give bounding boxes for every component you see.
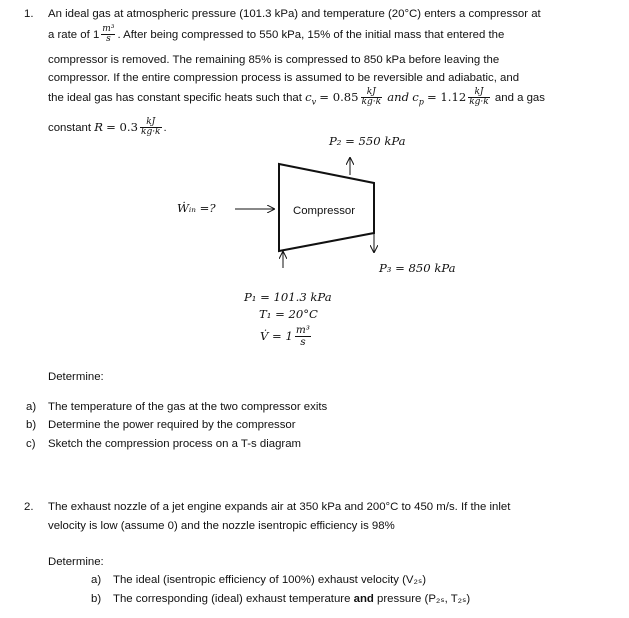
cv-unit-num: kJ [361, 88, 383, 98]
item-c-marker: c) [26, 438, 36, 450]
p2-label: P₂ = 550 kPa [329, 134, 406, 148]
p2-item-b-pre: The corresponding (ideal) exhaust temperature [113, 593, 351, 605]
vdot-den: s [300, 336, 306, 349]
problem-1-determine: Determine: [48, 371, 104, 383]
problem-1-item-b [26, 420, 296, 431]
cp-unit-num: kJ [468, 88, 490, 98]
r-unit-num: kJ [140, 118, 162, 128]
problem-2-line-1: The exhaust nozzle of a jet engine expands air at 350 kPa and 200°C to 450 m/s. If the inlet [48, 501, 511, 513]
problem-2-determine: Determine: [48, 556, 104, 568]
cp-sub: p [418, 97, 424, 107]
vdot-label [260, 325, 313, 349]
vdot-prefix: V̇ = 1 [260, 328, 293, 343]
problem-1-line-3: compressor is removed. The remaining 85% is compressed to 850 kPa before leaving the [48, 54, 500, 66]
problem-2-line-2: velocity is low (assume 0) and the nozzle isentropic efficiency is 98% [48, 520, 395, 532]
p2-item-b-marker: b) [91, 593, 102, 605]
item-b-text: Determine the power required by the compressor [48, 419, 296, 431]
r-value: = 0.3 [106, 120, 138, 135]
t1-label: T₁ = 20°C [259, 307, 318, 321]
problem-2-number: 2. [24, 501, 34, 513]
p2-item-a-text: The ideal (isentropic efficiency of 100%) exhaust velocity (V₂ₛ) [113, 574, 426, 586]
flow-unit-den: s [106, 34, 111, 45]
cp-value: = 1.12 [427, 90, 467, 105]
problem-1-number: 1. [24, 8, 34, 20]
problem-1-item-a [26, 402, 327, 413]
cv-label: c [305, 90, 312, 105]
cv-unit-den: kg·k [361, 97, 382, 108]
item-a-marker: a) [26, 401, 37, 413]
p2-item-b-bold: and [353, 593, 374, 605]
line-2-prefix: a rate of 1 [48, 29, 100, 42]
line-5-suffix: and a gas [494, 92, 545, 105]
p1-label: P₁ = 101.3 kPa [244, 290, 332, 304]
vdot-fraction [295, 325, 311, 349]
win-label: Ẇᵢₙ =? [177, 201, 216, 215]
p3-label: P₃ = 850 kPa [379, 261, 456, 275]
and-word: and [387, 90, 410, 105]
line-6-end: . [163, 122, 167, 135]
cp-unit-den: kg·k [469, 97, 489, 108]
compressor-label: Compressor [293, 205, 356, 217]
cv-sub: v [311, 97, 317, 107]
problem-1-line-1: An ideal gas at atmospheric pressure (101.3 kPa) and temperature (20°C) enters a compressor at [48, 8, 541, 20]
vdot-num: m³ [295, 324, 311, 336]
problem-2-item-b [91, 594, 470, 605]
problem-1-item-c [26, 439, 301, 450]
r-unit-den: kg·k [140, 127, 161, 138]
cv-value: = 0.85 [319, 90, 359, 105]
p2-item-b-post: pressure (P₂ₛ, T₂ₛ) [377, 593, 471, 605]
line-2-suffix: . After being compressed to 550 kPa, 15% of the initial mass that entered the [117, 29, 505, 42]
cp-label: c [412, 90, 419, 105]
line-5-prefix: the ideal gas has constant specific heats such that [48, 92, 302, 105]
r-symbol: R [94, 120, 103, 135]
problem-2-item-a [91, 575, 426, 586]
item-b-marker: b) [26, 419, 37, 431]
item-c-text: Sketch the compression process on a T-s diagram [48, 438, 302, 450]
problem-1-line-4: compressor. If the entire compression process is assumed to be reversible and adiabatic, and [48, 72, 520, 84]
line-6-prefix: constant [48, 122, 92, 135]
item-a-text: The temperature of the gas at the two compressor exits [48, 401, 328, 413]
flow-unit-num: m³ [102, 24, 115, 34]
p2-item-a-marker: a) [91, 574, 102, 586]
